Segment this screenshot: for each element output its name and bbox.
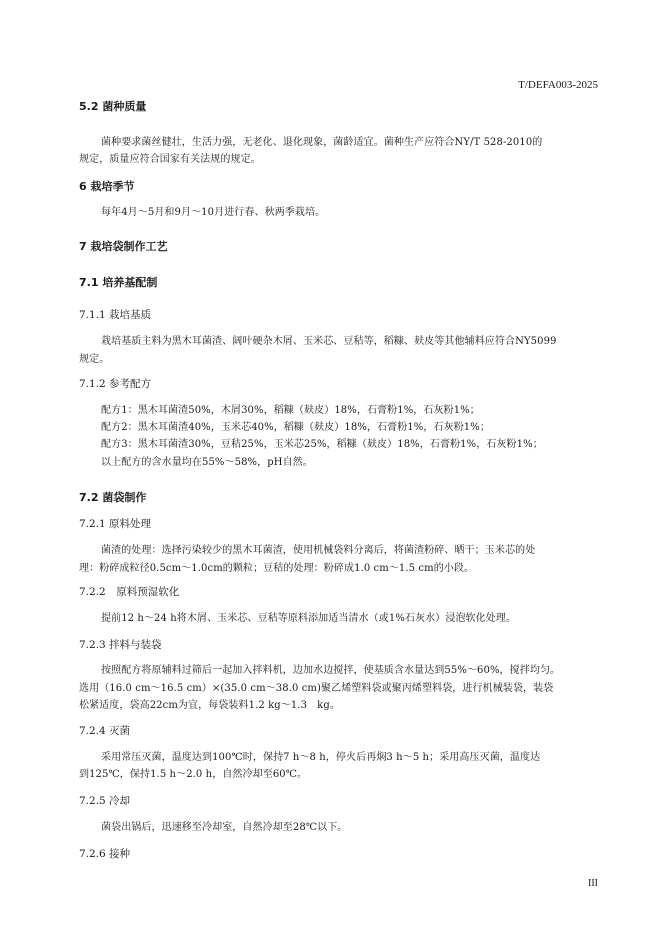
- section-5-2-paragraph-line: 菌种要求菌丝健壮，生活力强，无老化、退化现象，菌龄适宜。菌种生产应符合NY/T 528-2010的: [101, 137, 543, 148]
- section-7-2-3-paragraph-line: 按照配方将原辅料过筛后一起加入拌料机，边加水边搅拌，使基质含水量达到55%～60%，搅拌均匀。: [101, 665, 561, 676]
- section-7-2-4-paragraph-line: 到125℃，保持1.5 h～2.0 h，自然冷却至60℃。: [79, 769, 308, 780]
- formula-3: 配方3：黑木耳菌渣30%，豆秸25%，玉米芯25%，稻糠（麸皮）18%，石膏粉1%，石灰粉1%；: [101, 439, 543, 450]
- page-number: III: [588, 878, 598, 889]
- section-7-heading: 7 栽培袋制作工艺: [79, 240, 168, 253]
- section-7-2-2-paragraph: 提前12 h～24 h将木屑、玉米芯、豆秸等原料添加适当清水（或1%石灰水）浸泡软化处理。: [101, 613, 517, 624]
- formula-note: 以上配方的含水量均在55%～58%，pH自然。: [101, 457, 313, 468]
- section-7-2-3-paragraph-line: 松紧适度，袋高22cm为宜，每袋装料1.2 kg～1.3 kg。: [79, 700, 340, 711]
- document-code: T/DEFA003-2025: [518, 79, 598, 91]
- section-7-2-5-paragraph: 菌袋出锅后，迅速移至冷却室，自然冷却至28℃以下。: [101, 822, 348, 833]
- section-7-2-1-heading: 7.2.1 原料处理: [79, 518, 152, 530]
- section-5-2-heading: 5.2 菌种质量: [79, 100, 147, 113]
- section-7-1-1-paragraph-line: 规定。: [79, 354, 110, 365]
- section-7-2-3-heading: 7.2.3 拌料与装袋: [79, 639, 162, 651]
- section-7-2-3-paragraph-line: 选用（16.0 cm～16.5 cm）×(35.0 cm～38.0 cm)聚乙烯塑料袋或聚丙烯塑料袋，进行机械装袋，装袋: [79, 683, 554, 694]
- section-7-1-1-heading: 7.1.1 栽培基质: [79, 309, 152, 321]
- section-7-1-1-paragraph-line: 栽培基质主料为黑木耳菌渣、阔叶硬杂木屑、玉米芯、豆秸等，稻糠、麸皮等其他辅料应符合NY5099: [101, 336, 557, 347]
- section-7-2-4-heading: 7.2.4 灭菌: [79, 725, 131, 737]
- section-6-heading: 6 栽培季节: [79, 180, 135, 193]
- section-7-2-1-paragraph-line: 菌渣的处理：选择污染较少的黑木耳菌渣，使用机械袋料分离后，将菌渣粉碎、晒干；玉米芯的处: [101, 545, 536, 556]
- section-7-2-5-heading: 7.2.5 冷却: [79, 795, 131, 807]
- section-7-1-2-heading: 7.1.2 参考配方: [79, 378, 152, 390]
- section-7-2-2-heading: 7.2.2 原料预湿软化: [79, 586, 180, 598]
- section-7-1-heading: 7.1 培养基配制: [79, 276, 158, 289]
- section-7-2-1-paragraph-line: 理：粉碎成粒径0.5cm～1.0cm的颗粒；豆秸的处理：粉碎成1.0 cm～1.5 cm的小段。: [79, 563, 475, 574]
- formula-2: 配方2：黑木耳菌渣40%，玉米芯40%，稻糠（麸皮）18%，石膏粉1%，石灰粉1%；: [101, 422, 490, 433]
- section-5-2-paragraph-line: 规定，质量应符合国家有关法规的规定。: [79, 154, 261, 165]
- section-7-2-6-heading: 7.2.6 接种: [79, 848, 131, 860]
- section-7-2-heading: 7.2 菌袋制作: [79, 491, 147, 504]
- section-6-paragraph: 每年4月～5月和9月～10月进行春、秋两季栽培。: [101, 207, 326, 218]
- section-7-2-4-paragraph-line: 采用常压灭菌，温度达到100℃时，保持7 h～8 h，停火后再焖3 h～5 h；采用高压灭菌，温度达: [101, 752, 541, 763]
- formula-1: 配方1：黑木耳菌渣50%，木屑30%，稻糠（麸皮）18%，石膏粉1%，石灰粉1%；: [101, 405, 480, 416]
